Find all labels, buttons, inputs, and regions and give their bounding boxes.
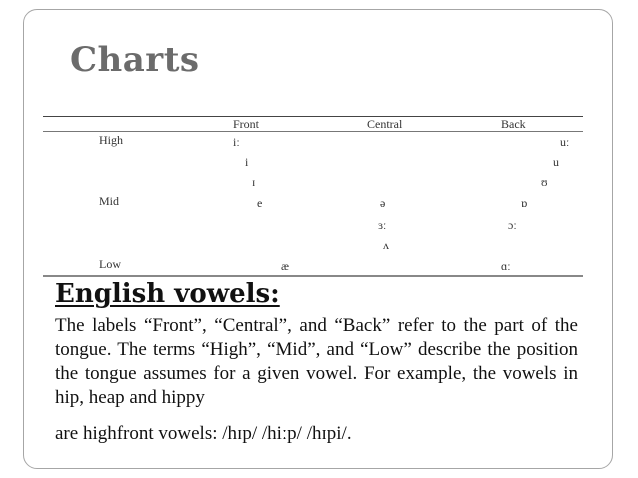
- chart-bottom-rule: [43, 275, 583, 277]
- vowel-symbol: iː: [233, 135, 240, 149]
- vowel-symbol: ʌ: [383, 238, 389, 252]
- column-header-central: Central: [367, 117, 403, 131]
- vowel-symbol: u: [553, 155, 559, 169]
- vowel-symbol: ɪ: [252, 175, 256, 189]
- vowel-symbol: ɒ: [521, 196, 528, 210]
- vowel-chart: [43, 112, 583, 277]
- section-heading: English vowels:: [55, 279, 280, 309]
- chart-header-rule: [43, 131, 583, 132]
- vowel-symbol: uː: [560, 135, 570, 149]
- row-label-high: High: [99, 133, 123, 147]
- vowel-symbol: i: [245, 155, 249, 169]
- vowel-symbol: ɔː: [508, 218, 517, 232]
- body-paragraph: The labels “Front”, “Central”, and “Back” refer to the part of the tongue. The terms “High”, “Mid”, and “Low” describe the position the tongue assumes for a given vowel. For example, the vowels in hip, heap and hippy: [55, 315, 578, 408]
- row-label-low: Low: [99, 257, 121, 271]
- vowel-symbol: e: [257, 196, 263, 210]
- column-header-front: Front: [233, 117, 260, 131]
- slide-title: Charts: [70, 40, 200, 80]
- row-label-mid: Mid: [99, 194, 120, 208]
- body-last-line: are highfront vowels: /hɪp/ /hiːp/ /hɪpi/.: [55, 423, 352, 444]
- vowel-symbol: ʊ: [541, 175, 548, 189]
- vowel-symbol: ə: [380, 196, 386, 210]
- vowel-symbol: ɑː: [501, 259, 511, 273]
- vowel-symbol: ɜː: [378, 218, 387, 232]
- column-header-back: Back: [501, 117, 526, 131]
- vowel-symbol: æ: [281, 259, 290, 273]
